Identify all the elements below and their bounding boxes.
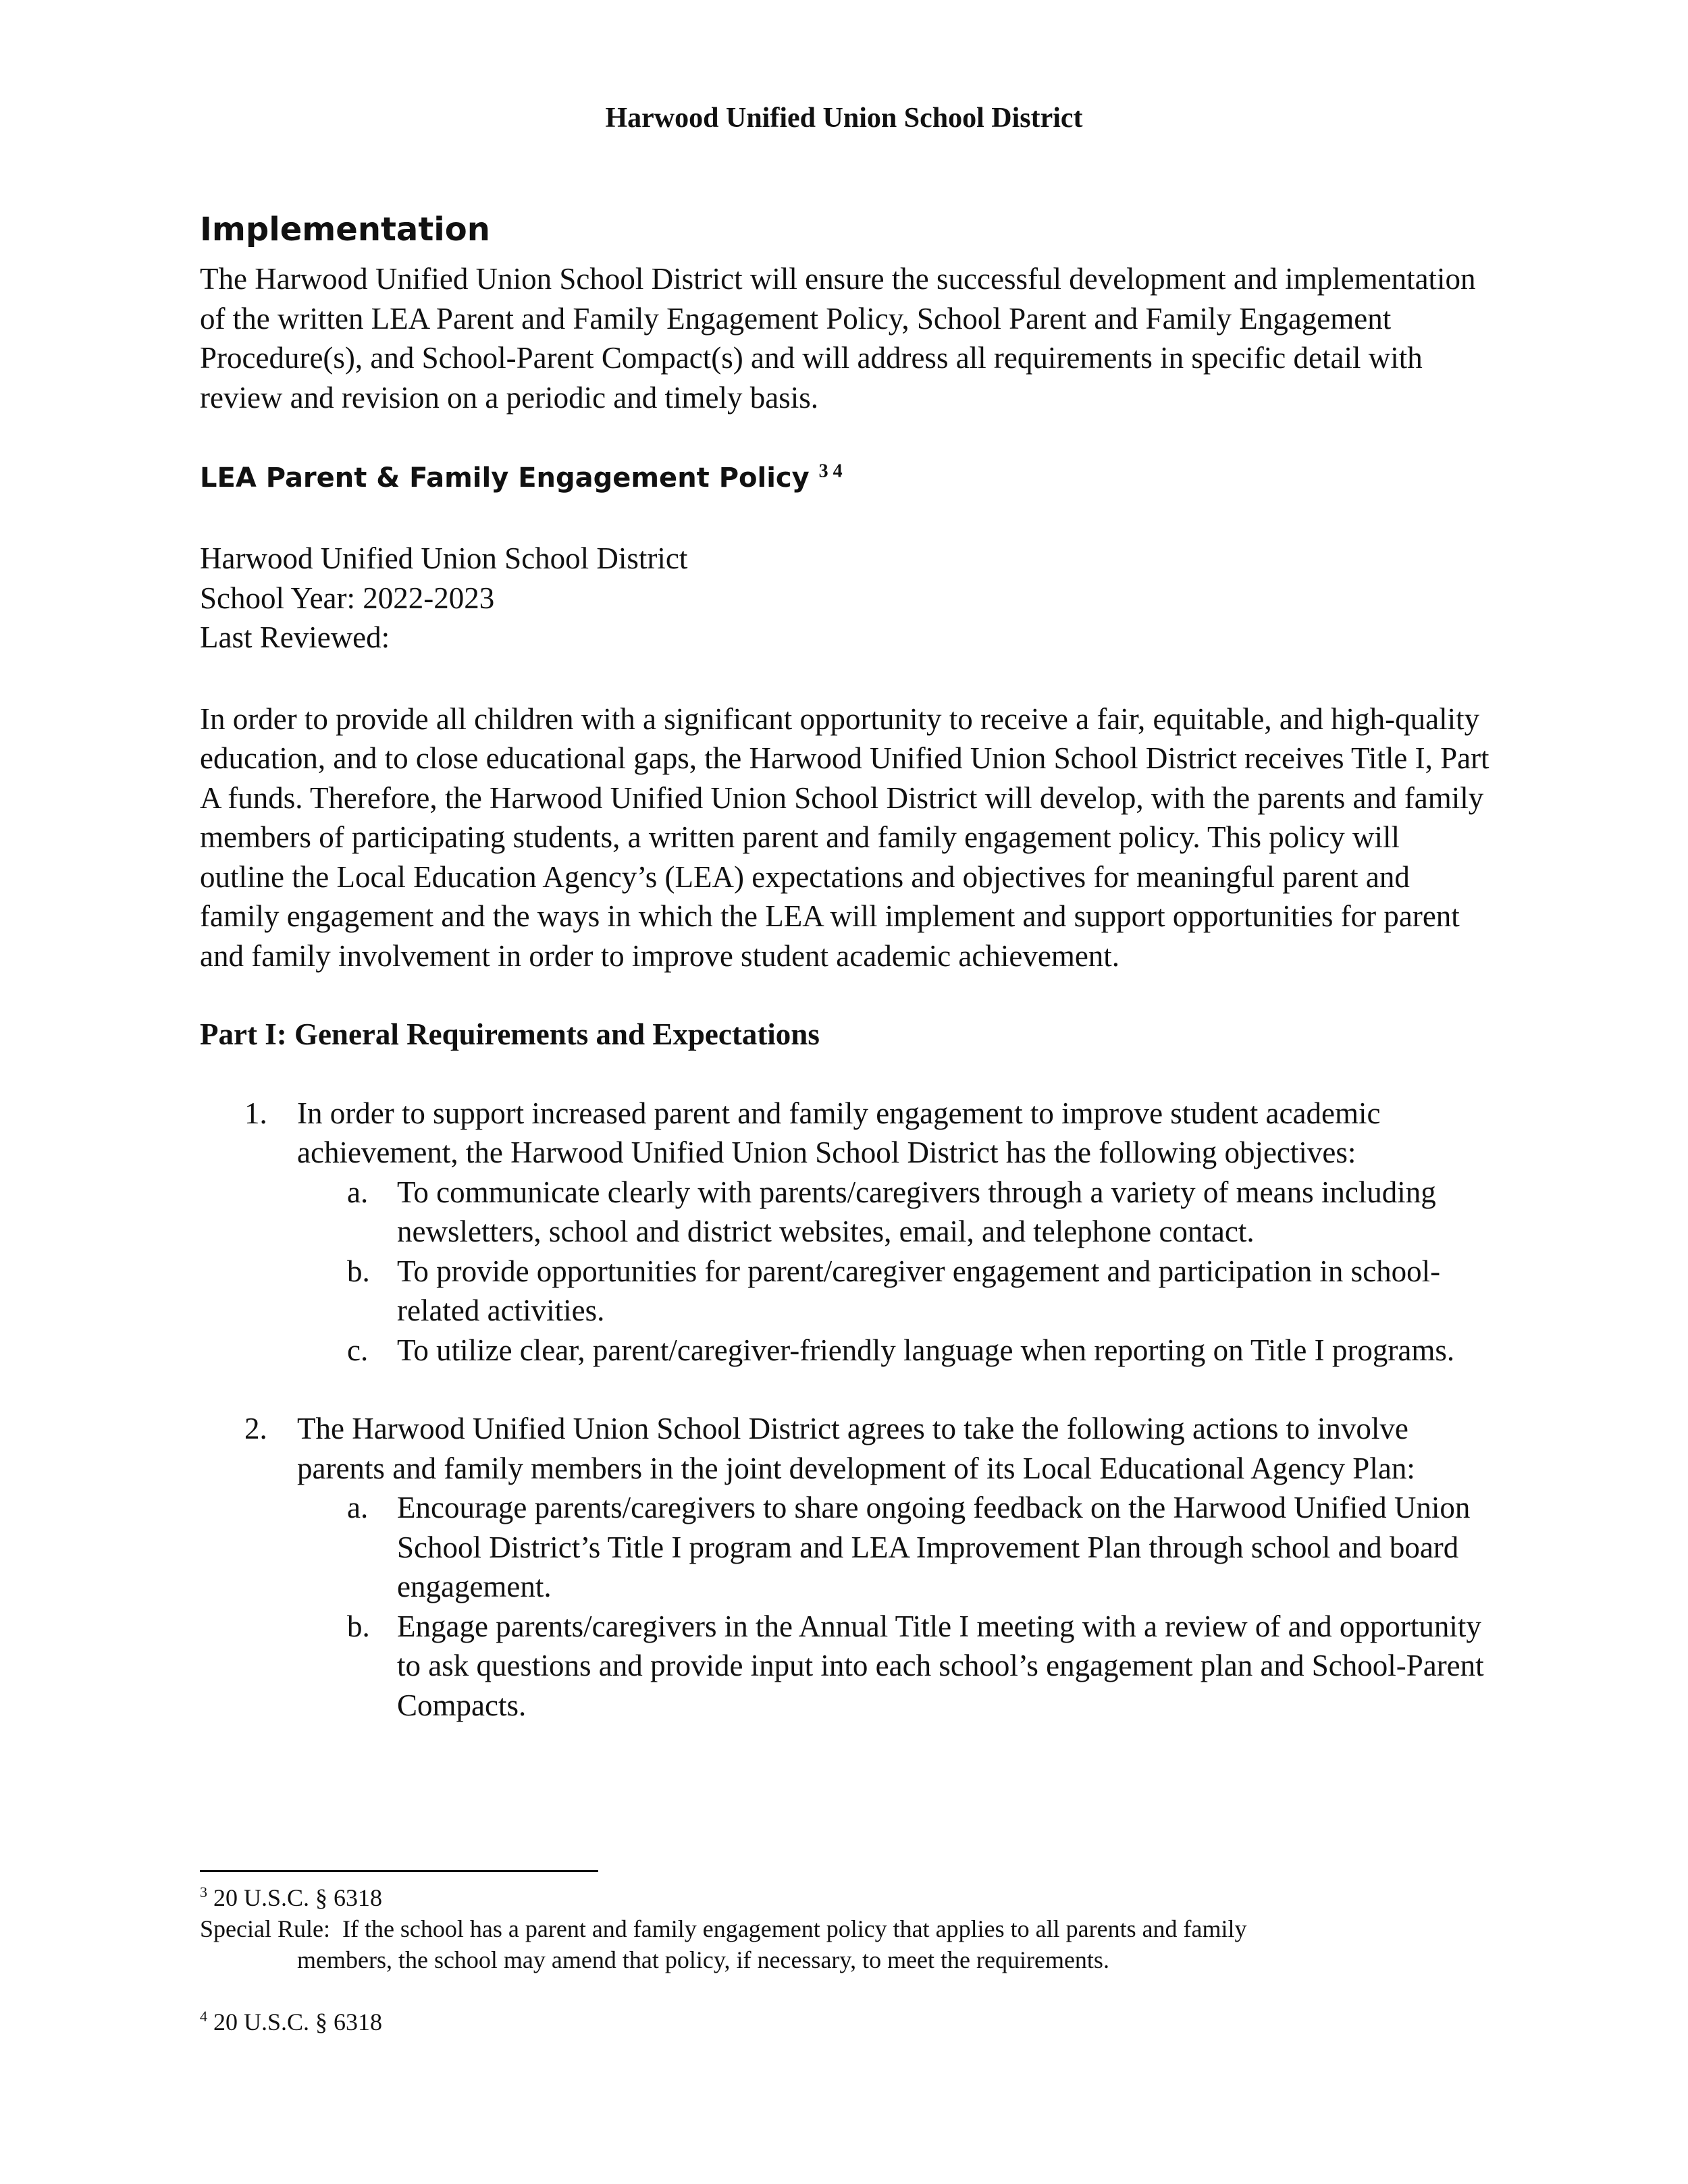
- sublist-item: [297, 1173, 1489, 1252]
- footnote-citation: 20 U.S.C. § 6318: [213, 1884, 383, 1911]
- policy-info-block: [200, 539, 1489, 658]
- footnote-special-rule: [200, 1913, 1489, 1944]
- list-item: [200, 1094, 1489, 1370]
- sublist-item: [297, 1488, 1489, 1607]
- sublist-item-letter: b.: [347, 1254, 370, 1288]
- footnote-gap: [200, 1975, 1489, 2006]
- policy-heading-text: LEA Parent & Family Engagement Policy: [200, 462, 810, 494]
- list-item-text: The Harwood Unified Union School District agrees to take the following actions to involve parents and family members in the joint development of its Local Educational Agency Plan:: [297, 1412, 1415, 1485]
- special-rule-continuation: members, the school may amend that policy, if necessary, to meet the requirements.: [297, 1946, 1109, 1973]
- policy-intro-paragraph: In order to provide all children with a significant opportunity to receive a fair, equitable, and high-quality education, and to close educational gaps, the Harwood Unified Union School District receives Title I, Part A funds. Therefore, the Harwood Unified Union School District will develop, with the parents and family members of participating students, a written parent and family engagement policy. This policy will outline the Local Education Agency’s (LEA) expectations and objectives for meaningful parent and family engagement and the ways in which the LEA will implement and support opportunities for parent and family involvement in order to improve student academic achievement.: [200, 701, 1489, 973]
- footnotes: [200, 1882, 1489, 2037]
- district-name: Harwood Unified Union School District: [200, 541, 688, 575]
- part1-heading: Part I: General Requirements and Expectations: [200, 1017, 820, 1051]
- sublist-item-text: To provide opportunities for parent/caregiver engagement and participation in school-related activities.: [397, 1254, 1441, 1327]
- footnote-3: [200, 1882, 1489, 1913]
- special-rule-text: If the school has a parent and family engagement policy that applies to all parents and family: [342, 1915, 1247, 1942]
- special-rule-label: Special Rule:: [200, 1915, 330, 1942]
- footnote-separator: [200, 1870, 598, 1872]
- school-year: School Year: 2022-2023: [200, 581, 495, 615]
- sublist-item-letter: b.: [347, 1609, 370, 1643]
- list-item-number: 1.: [244, 1096, 267, 1130]
- sublist-item-text: To utilize clear, parent/caregiver-friendly language when reporting on Title I programs.: [397, 1333, 1455, 1367]
- sublist-item: [297, 1331, 1489, 1370]
- sublist-item-letter: a.: [347, 1491, 369, 1524]
- last-reviewed: Last Reviewed:: [200, 620, 390, 654]
- footnote-4: [200, 2006, 1489, 2037]
- policy-heading: [200, 458, 1489, 498]
- implementation-paragraph: The Harwood Unified Union School District will ensure the successful development and implementation of the written LEA Parent and Family Engagement Policy, School Parent and Family Engagement Procedure(s), and School-Parent Compact(s) and will address all requirements in specific detail with review and revision on a periodic and timely basis.: [200, 262, 1476, 415]
- main-content: [200, 203, 1489, 1764]
- list-item-number: 2.: [244, 1412, 267, 1445]
- list-item-text: In order to support increased parent and family engagement to improve student academic achievement, the Harwood Unified Union School District has the following objectives:: [297, 1096, 1381, 1169]
- sublist-item-text: To communicate clearly with parents/caregivers through a variety of means including newsletters, school and district websites, email, and telephone contact.: [397, 1175, 1436, 1248]
- list-item: [200, 1409, 1489, 1725]
- implementation-heading: Implementation: [200, 211, 490, 248]
- footnote-marker: 3: [200, 1884, 207, 1900]
- footnote-marker: 4: [200, 2008, 207, 2025]
- sublist: [297, 1173, 1489, 1370]
- sublist-item-letter: a.: [347, 1175, 369, 1209]
- sublist-item: [297, 1607, 1489, 1726]
- sublist-item: [297, 1252, 1489, 1331]
- sublist: [297, 1488, 1489, 1725]
- footnote-citation: 20 U.S.C. § 6318: [213, 2008, 383, 2035]
- sublist-item-text: Encourage parents/caregivers to share ongoing feedback on the Harwood Unified Union School District’s Title I program and LEA Improvement Plan through school and board engagement.: [397, 1491, 1471, 1603]
- policy-footnote-refs: 3 4: [818, 460, 843, 482]
- requirements-list: [200, 1094, 1489, 1726]
- sublist-item-text: Engage parents/caregivers in the Annual Title I meeting with a review of and opportunity to ask questions and provide input into each school’s engagement plan and School-Parent Compacts.: [397, 1609, 1484, 1722]
- sublist-item-letter: c.: [347, 1333, 369, 1367]
- page-header-title: Harwood Unified Union School District: [605, 103, 1083, 134]
